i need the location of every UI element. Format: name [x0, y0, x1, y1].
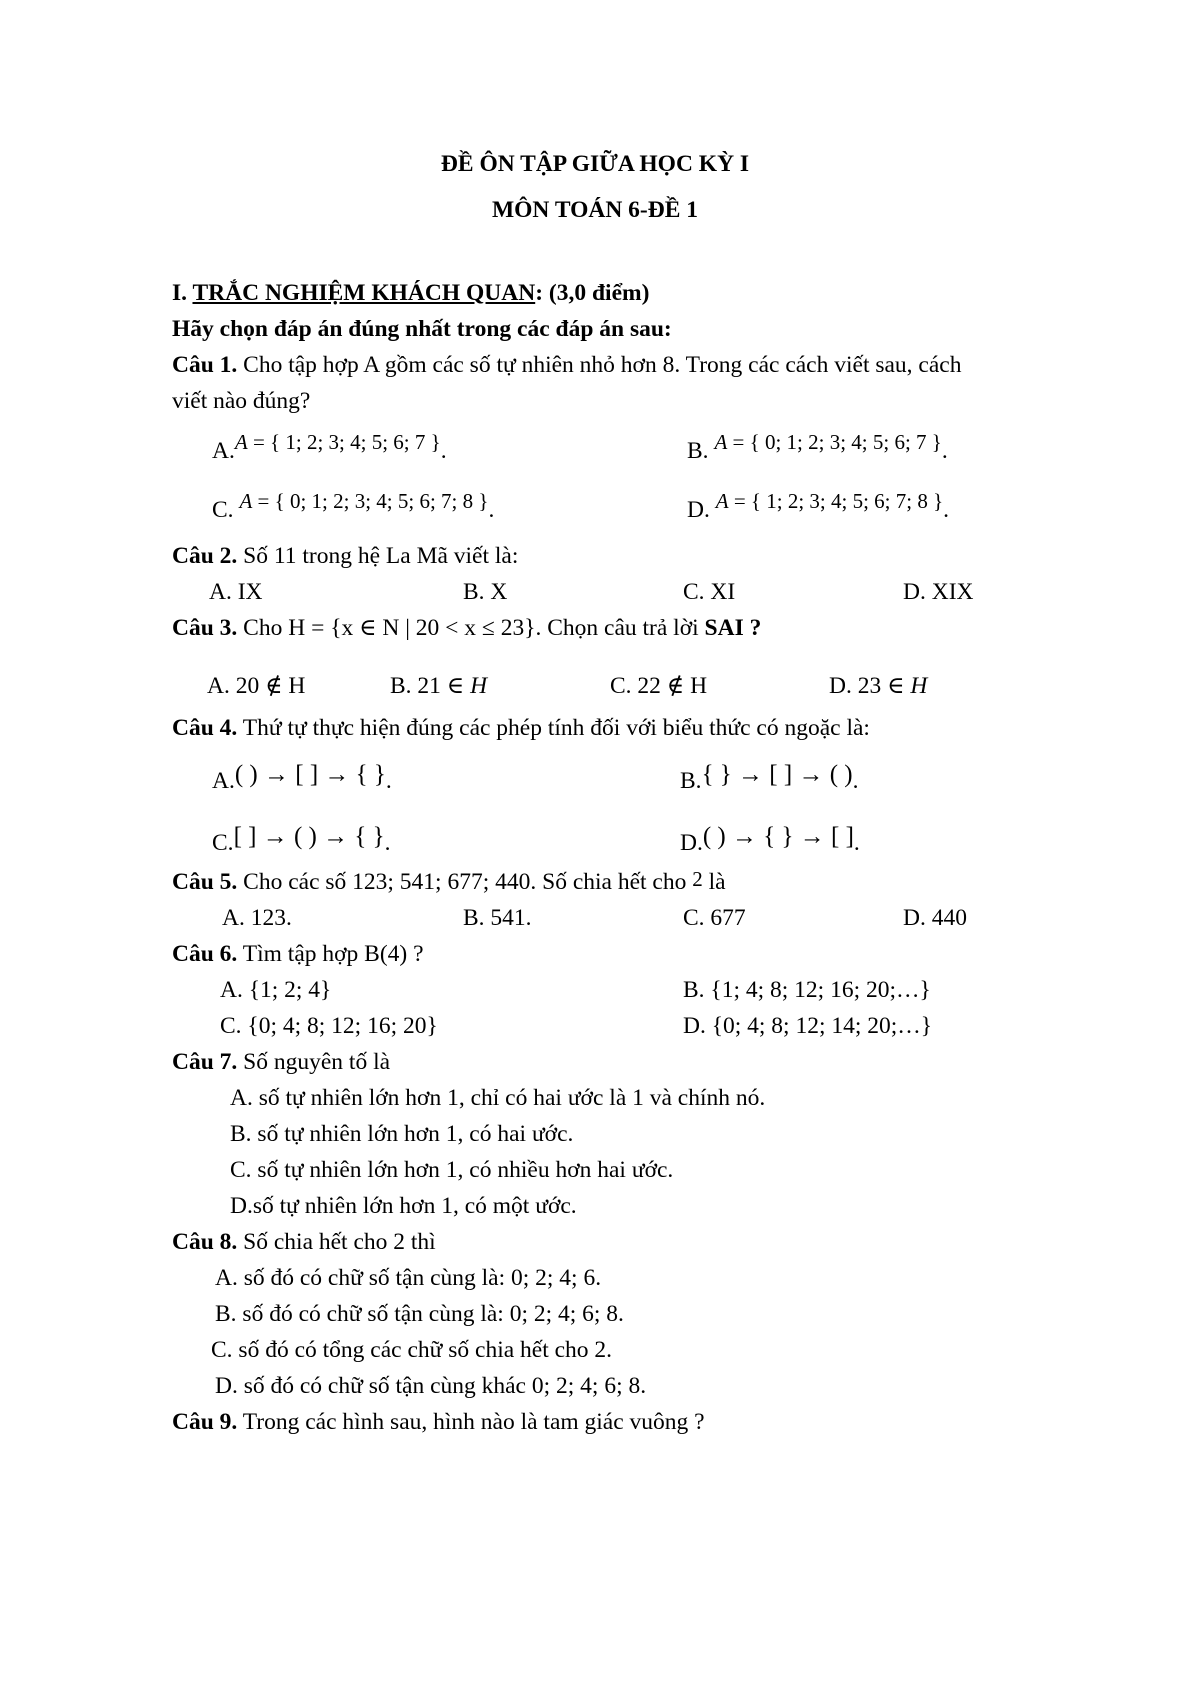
q7-option-b: B. số tự nhiên lớn hơn 1, có hai ước. — [230, 1121, 574, 1147]
question-2: Câu 2. Số 11 trong hệ La Mã viết là: — [172, 543, 519, 569]
q3-option-d: D. 23 ∈ H — [829, 673, 928, 699]
q3-option-b: B. 21 ∈ H — [390, 673, 488, 699]
q1-option-b: B. A = { 0; 1; 2; 3; 4; 5; 6; 7 }. — [687, 430, 948, 464]
q5-option-d: D. 440 — [903, 905, 967, 931]
section-score: : (3,0 điểm) — [535, 280, 650, 306]
q8-option-c: C. số đó có tổng các chữ số chia hết cho 2. — [211, 1337, 613, 1363]
q8-option-a: A. số đó có chữ số tận cùng là: 0; 2; 4; 6. — [215, 1265, 602, 1291]
section-instruction: Hãy chọn đáp án đúng nhất trong các đáp án sau: — [172, 316, 672, 342]
question-6: Câu 6. Tìm tập hợp B(4) ? — [172, 941, 424, 967]
page-subtitle: MÔN TOÁN 6-ĐỀ 1 — [491, 197, 699, 223]
q2-option-d: D. XIX — [903, 579, 974, 605]
q1-option-a: A.A = { 1; 2; 3; 4; 5; 6; 7 }. — [212, 430, 447, 464]
q3-option-c: C. 22 ∉ H — [610, 673, 708, 699]
question-label: Câu 1. — [172, 352, 238, 378]
page-title: ĐỀ ÔN TẬP GIỮA HỌC KỲ I — [440, 151, 750, 177]
q1-option-d: D. A = { 1; 2; 3; 4; 5; 6; 7; 8 }. — [687, 489, 950, 523]
q4-option-a: A.( ) → [ ] → { }. — [212, 761, 392, 794]
q5-option-b: B. 541. — [463, 905, 532, 931]
q4-option-b: B.{ } → [ ] → ( ). — [680, 761, 859, 794]
q2-option-c: C. XI — [683, 579, 736, 605]
question-7: Câu 7. Số nguyên tố là — [172, 1049, 391, 1075]
section-title: TRẮC NGHIỆM KHÁCH QUAN — [192, 280, 536, 306]
question-1 — [172, 351, 961, 379]
question-3: Câu 3. Cho H = {x ∈ N | 20 < x ≤ 23}. Chọn câu trả lời SAI ? — [172, 615, 762, 641]
question-4: Câu 4. Thứ tự thực hiện đúng các phép tính đối với biểu thức có ngoặc là: — [172, 715, 870, 741]
q4-option-d: D.( ) → { } → [ ]. — [680, 823, 860, 856]
q1-option-c: C. A = { 0; 1; 2; 3; 4; 5; 6; 7; 8 }. — [212, 489, 495, 523]
q7-option-a: A. số tự nhiên lớn hơn 1, chỉ có hai ước là 1 và chính nó. — [230, 1085, 766, 1111]
q2-option-a: A. IX — [209, 579, 263, 605]
q6-option-c: C. {0; 4; 8; 12; 16; 20} — [220, 1013, 438, 1039]
q4-option-c: C.[ ] → ( ) → { }. — [212, 823, 391, 856]
question-text: Cho tập hợp A gồm các số tự nhiên nhỏ hơn 8. Trong các cách viết sau, cách — [237, 352, 962, 378]
question-9: Câu 9. Trong các hình sau, hình nào là tam giác vuông ? — [172, 1409, 705, 1435]
q7-option-c: C. số tự nhiên lớn hơn 1, có nhiều hơn hai ước. — [230, 1157, 674, 1183]
q8-option-b: B. số đó có chữ số tận cùng là: 0; 2; 4; 6; 8. — [215, 1301, 624, 1327]
q6-option-a: A. {1; 2; 4} — [220, 977, 332, 1003]
question-5: Câu 5. Cho các số 123; 541; 677; 440. Số chia hết cho 2 là — [172, 867, 726, 895]
q5-option-a: A. 123. — [222, 905, 292, 931]
section-heading — [172, 279, 649, 307]
q7-option-d: D.số tự nhiên lớn hơn 1, có một ước. — [230, 1193, 577, 1219]
q8-option-d: D. số đó có chữ số tận cùng khác 0; 2; 4; 6; 8. — [215, 1373, 647, 1399]
q2-option-b: B. X — [463, 579, 508, 605]
q6-option-d: D. {0; 4; 8; 12; 14; 20;…} — [683, 1013, 933, 1039]
section-prefix: I. — [172, 280, 193, 306]
q3-option-a: A. 20 ∉ H — [207, 673, 306, 699]
question-1-cont: viết nào đúng? — [172, 388, 311, 414]
q6-option-b: B. {1; 4; 8; 12; 16; 20;…} — [683, 977, 931, 1003]
q5-option-c: C. 677 — [683, 905, 746, 931]
question-8: Câu 8. Số chia hết cho 2 thì — [172, 1229, 436, 1255]
